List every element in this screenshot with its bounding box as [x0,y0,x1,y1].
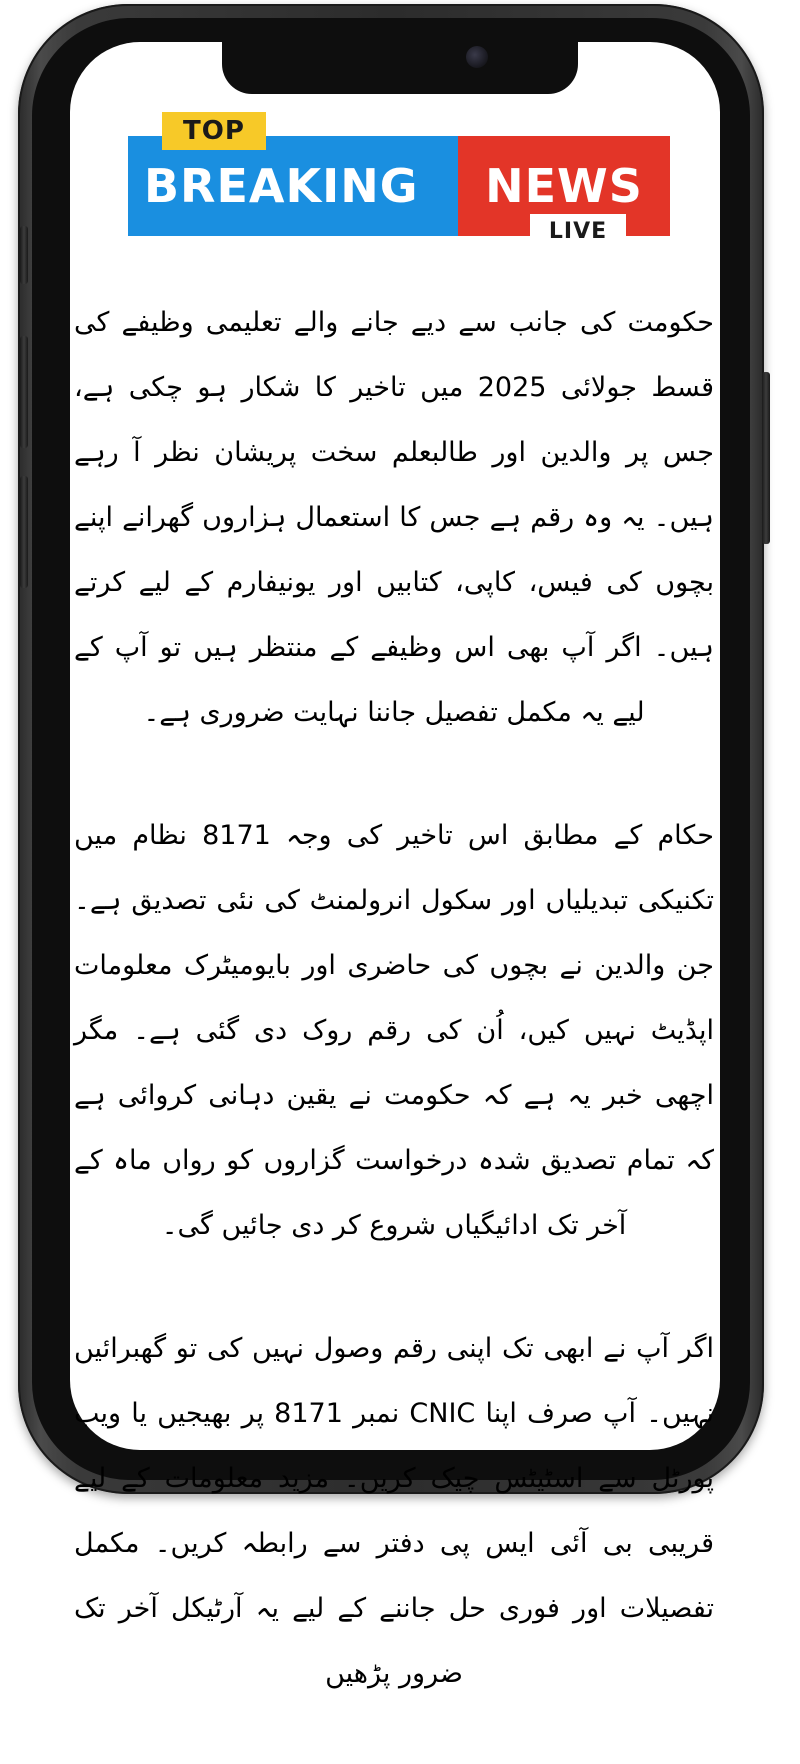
mute-switch [20,476,28,588]
power-button [762,372,770,544]
article-paragraph-1: حکومت کی جانب سے دیے جانے والے تعلیمی وظیفے کی قسط جولائی 2025 میں تاخیر کا شکار ہو چکی ہے، جس پر والدین اور طالبعلم سخت پریشان نظر آ رہے ہیں۔ یہ وہ رقم ہے جس کا استعمال ہزاروں گھرانے اپنے بچوں کی فیس، کاپی، کتابیں اور یونیفارم کے لیے کرتے ہیں۔ اگر آپ بھی اس وظیفے کے منتظر ہیں تو آپ کے لیے یہ مکمل تفصیل جاننا نہایت ضروری ہے۔ [74,307,715,728]
article-paragraph-2: حکام کے مطابق اس تاخیر کی وجہ 8171 نظام میں تکنیکی تبدیلیاں اور سکول انرولمنٹ کی نئی تصدیق ہے۔ جن والدین نے بچوں کی حاضری اور بایومیٹرک معلومات اپڈیٹ نہیں کیں، اُن کی رقم روک دی گئی ہے۔ مگر اچھی خبر یہ ہے کہ حکومت نے یقین دہانی کروائی ہے کہ تمام تصدیق شدہ درخواست گزاروں کو رواں ماہ کے آخر تک ادائیگیاں شروع کر دی جائیں گی۔ [74,820,714,1241]
volume-down-button [20,336,28,448]
volume-up-button [20,226,28,284]
phone-notch [222,42,578,94]
breaking-news-banner [128,112,670,250]
article-body [74,290,714,1764]
article-paragraph-3: اگر آپ نے ابھی تک اپنی رقم وصول نہیں کی تو گھبرائیں نہیں۔ آپ صرف اپنا CNIC نمبر 8171 پر بھیجیں یا ویب پورٹل سے اسٹیٹس چیک کریں۔ مزید معلومات کے لیے قریبی بی آئی ایس پی دفتر سے رابطہ کریں۔ مکمل تفصیلات اور فوری حل جاننے کے لیے یہ آرٹیکل آخر تک ضرور پڑھیں [74,1333,714,1689]
front-camera-icon [466,46,488,68]
banner-news-label: NEWS [485,159,643,213]
banner-breaking-label: BREAKING [144,159,419,213]
banner-top-label: TOP [162,112,266,150]
banner-live-label: LIVE [530,214,626,250]
